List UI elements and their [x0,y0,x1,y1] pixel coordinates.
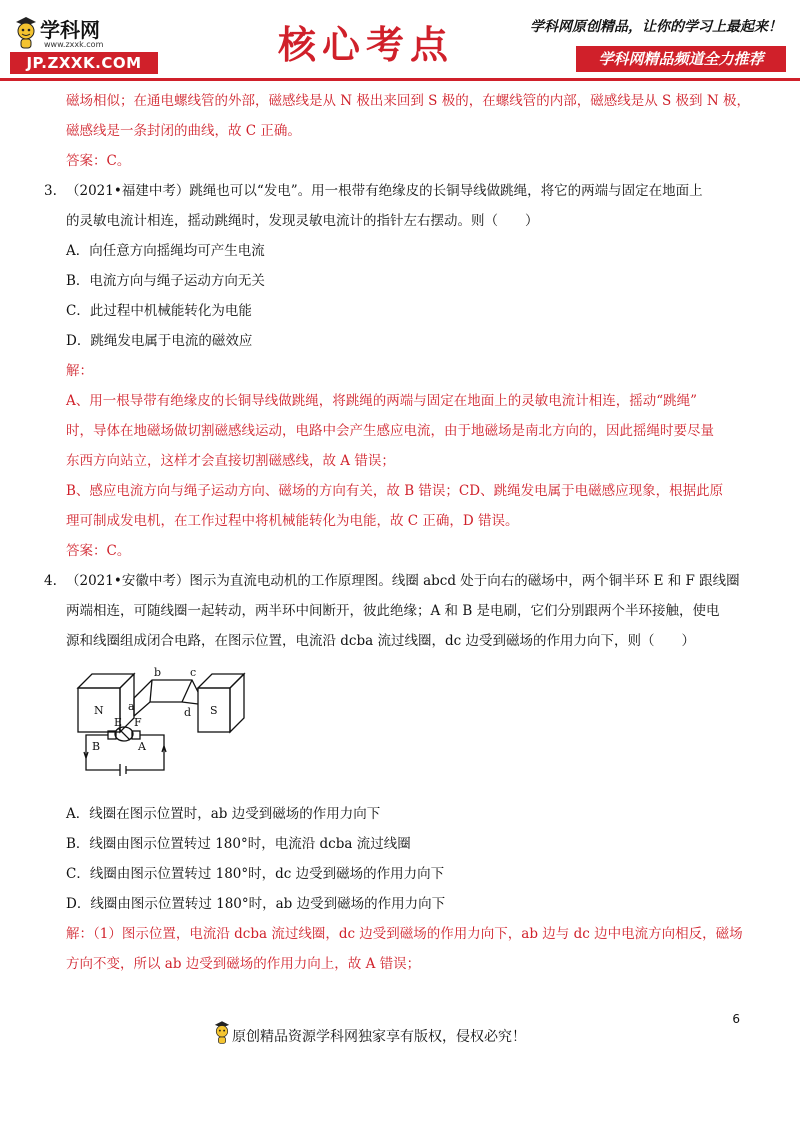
option-a: A．线圈在图示位置时，ab 边受到磁场的作用力向下 [66,806,381,822]
logo-url: JP.ZXXK.COM [10,52,158,74]
solution-line: 理可制成发电机，在工作过程中将机械能转化为电能，故 C 正确，D 错误。 [66,513,519,529]
question-stem: 两端相连，可随线圈一起转动，两半环中间断开，彼此绝缘；A 和 B 是电刷，它们分别跟两个半环接触，使电 [66,603,720,619]
label-f: F [134,716,142,729]
logo-url-small: www.zxxk.com [44,40,104,49]
question-stem: 的灵敏电流计相连，摇动跳绳时，发现灵敏电流计的指针左右摆动。则（ ） [66,213,539,229]
page-number: 6 [732,1012,740,1026]
option-c: C．线圈由图示位置转过 180°时，dc 边受到磁场的作用力向下 [66,866,445,882]
option-b: B．线圈由图示位置转过 180°时，电流沿 dcba 流过线圈 [66,836,411,852]
option-a: A．向任意方向摇绳均可产生电流 [66,243,265,259]
page-footer [0,1010,800,1070]
mascot-icon [12,14,40,50]
answer: 答案：C。 [66,543,131,559]
solution-label: 解： [66,363,93,379]
question-number: 3. [44,183,57,199]
page-header [0,0,800,82]
option-d: D．跳绳发电属于电流的磁效应 [66,333,253,349]
question-stem: 源和线圈组成闭合电路，在图示位置，电流沿 dcba 流过线圈，dc 边受到磁场的作用力向下，则（ ） [66,633,695,649]
label-c: c [190,666,197,679]
solution-line: B、感应电流方向与绳子运动方向、磁场的方向有关，故 B 错误；CD、跳绳发电属于电磁感应现象，根据此原 [66,483,724,499]
channel-banner: 学科网精品频道全力推荐 [576,46,786,72]
label-s: S [210,704,218,717]
motor-diagram [72,658,252,782]
continued-solution-line: 磁场相似；在通电螺线管的外部，磁感线是从 N 极出来回到 S 极的，在螺线管的内部，磁感线是从 S 极到 N 极， [66,93,750,109]
previous-answer: 答案：C。 [66,153,131,169]
question-stem: 3. （2021•福建中考）跳绳也可以“发电”。用一根带有绝缘皮的长铜导线做跳绳，将它的两端与固定在地面上 [44,176,766,206]
solution-line: 东西方向站立，这样才会直接切割磁感线，故 A 错误； [66,453,395,469]
logo-name: 学科网 [40,18,100,42]
label-n: N [94,704,104,717]
label-a: a [128,700,135,713]
question-3 [44,176,766,566]
solution-line: A、用一根导带有绝缘皮的长铜导线做跳绳，将跳绳的两端与固定在地面上的灵敏电流计相连，摇动“跳绳” [66,393,698,409]
label-e: E [114,716,123,729]
mascot-icon [212,1018,232,1046]
label-brush-b: B [92,740,101,753]
solution-line: 解：（1）图示位置，电流沿 dcba 流过线圈，dc 边受到磁场的作用力向下，ab 边与 dc 边中电流方向相反，磁场 [66,926,743,942]
label-b: b [154,666,162,679]
question-number: 4. [44,573,57,589]
option-b: B．电流方向与绳子运动方向无关 [66,273,265,289]
option-c: C．此过程中机械能转化为电能 [66,303,252,319]
header-slogan: 学科网原创精品，让你的学习上最起来！ [530,19,782,35]
label-brush-a: A [138,740,146,753]
copyright-notice: 原创精品资源学科网独家享有版权，侵权必究！ [232,1029,526,1045]
solution-line: 时，导体在地磁场做切割磁感线运动，电路中会产生感应电流，由于地磁场是南北方向的，因此摇绳时要尽量 [66,423,714,439]
continued-solution-line: 磁感线是一条封闭的曲线，故 C 正确。 [66,123,301,139]
header-divider [0,78,800,81]
question-stem: 4. （2021•安徽中考）图示为直流电动机的工作原理图。线圈 abcd 处于向右的磁场中，两个铜半环 E 和 F 跟线圈 [44,566,766,596]
question-4 [44,566,766,979]
header-title: 核心考点 [278,22,455,67]
option-d: D．线圈由图示位置转过 180°时，ab 边受到磁场的作用力向下 [66,896,446,912]
solution-line: 方向不变，所以 ab 边受到磁场的作用力向上，故 A 错误； [66,956,421,972]
label-d: d [184,706,192,719]
page-content [44,86,766,979]
zxxk-logo [10,12,158,72]
